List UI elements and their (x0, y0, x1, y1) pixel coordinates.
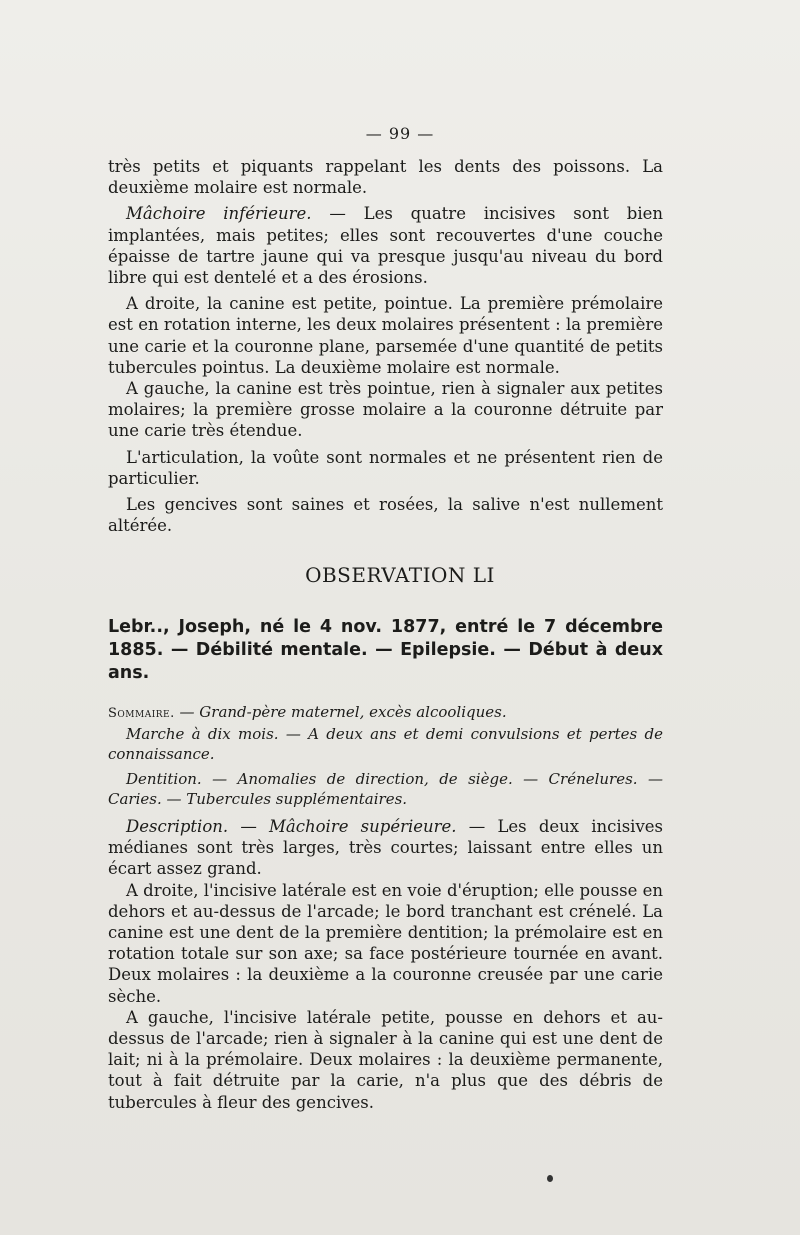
paragraph-text: — Les deux incisives médianes sont très larges, très courtes; laissant entre elles un écart assez grand. (108, 817, 663, 879)
paragraph: A droite, la canine est petite, pointue. La première prémolaire est en rotation interne, les deux molaires présentent : la première une carie et la couronne plane, parsemée d'une quantité de petits tubercules pointus. La deuxième molaire est normale. (108, 294, 663, 377)
case-header: Lebr.., Joseph, né le 4 nov. 1877, entré le 7 décembre 1885. — Débilité mentale. — Epilepsie. — Début à deux ans. (108, 617, 663, 683)
section-label: Mâchoire inférieure. (126, 204, 312, 224)
page-number: — 99 — (365, 124, 435, 143)
top-text-block (108, 156, 663, 536)
observation-title: OBSERVATION LI (305, 563, 495, 587)
summary-line: Dentition. — Anomalies de direction, de siège. — Crénelures. — Caries. — Tubercules supplémentaires. (108, 770, 663, 808)
paragraph: Les gencives sont saines et rosées, la salive n'est nullement altérée. (108, 495, 663, 536)
summary-line: Marche à dix mois. — A deux ans et demi convulsions et pertes de connaissance. (108, 725, 663, 763)
summary-block (108, 702, 663, 809)
paragraph-text: — Les quatre incisives sont bien implantées, mais petites; elles sont recouvertes d'une couche épaisse de tartre jaune qui va presque jusqu'au niveau du bord libre qui est dentelé et a des érosions. (108, 204, 664, 288)
paragraph: A droite, l'incisive latérale est en voie d'éruption; elle pousse en dehors et au-dessus de l'arcade; le bord tranchant est crénelé. La canine est une dent de la première dentition; la prémolaire est en rotation totale sur son axe; sa face postérieure tournée en avant. Deux molaires : la deuxième a la couronne creusée par une carie sèche. (108, 880, 663, 1006)
ink-spot (547, 1175, 553, 1182)
paragraph (108, 816, 663, 880)
paragraph: A gauche, la canine est très pointue, rien à signaler aux petites molaires; la première grosse molaire a la couronne détruite par une carie très étendue. (108, 379, 663, 441)
description-block (108, 816, 663, 1113)
paragraph: L'articulation, la voûte sont normales et ne présentent rien de particulier. (108, 447, 663, 488)
paragraph: très petits et piquants rappelant les dents des poissons. La deuxième molaire est normale. (108, 157, 663, 198)
paragraph: A gauche, l'incisive latérale petite, pousse en dehors et au-dessus de l'arcade; rien à signaler à la canine qui est une dent de lait; ni à la prémolaire. Deux molaires : la deuxième permanente, tout à fait détruite par la carie, n'a plus que des débris de tubercules à fleur des gencives. (108, 1007, 663, 1112)
paragraph (108, 203, 663, 288)
summary-text: — Grand-père maternel, excès alcooliques. (174, 703, 507, 721)
summary-label: Sommaire. (108, 706, 175, 721)
description-label: Description. — Mâchoire supérieure. (126, 817, 457, 836)
summary-line (108, 702, 663, 724)
